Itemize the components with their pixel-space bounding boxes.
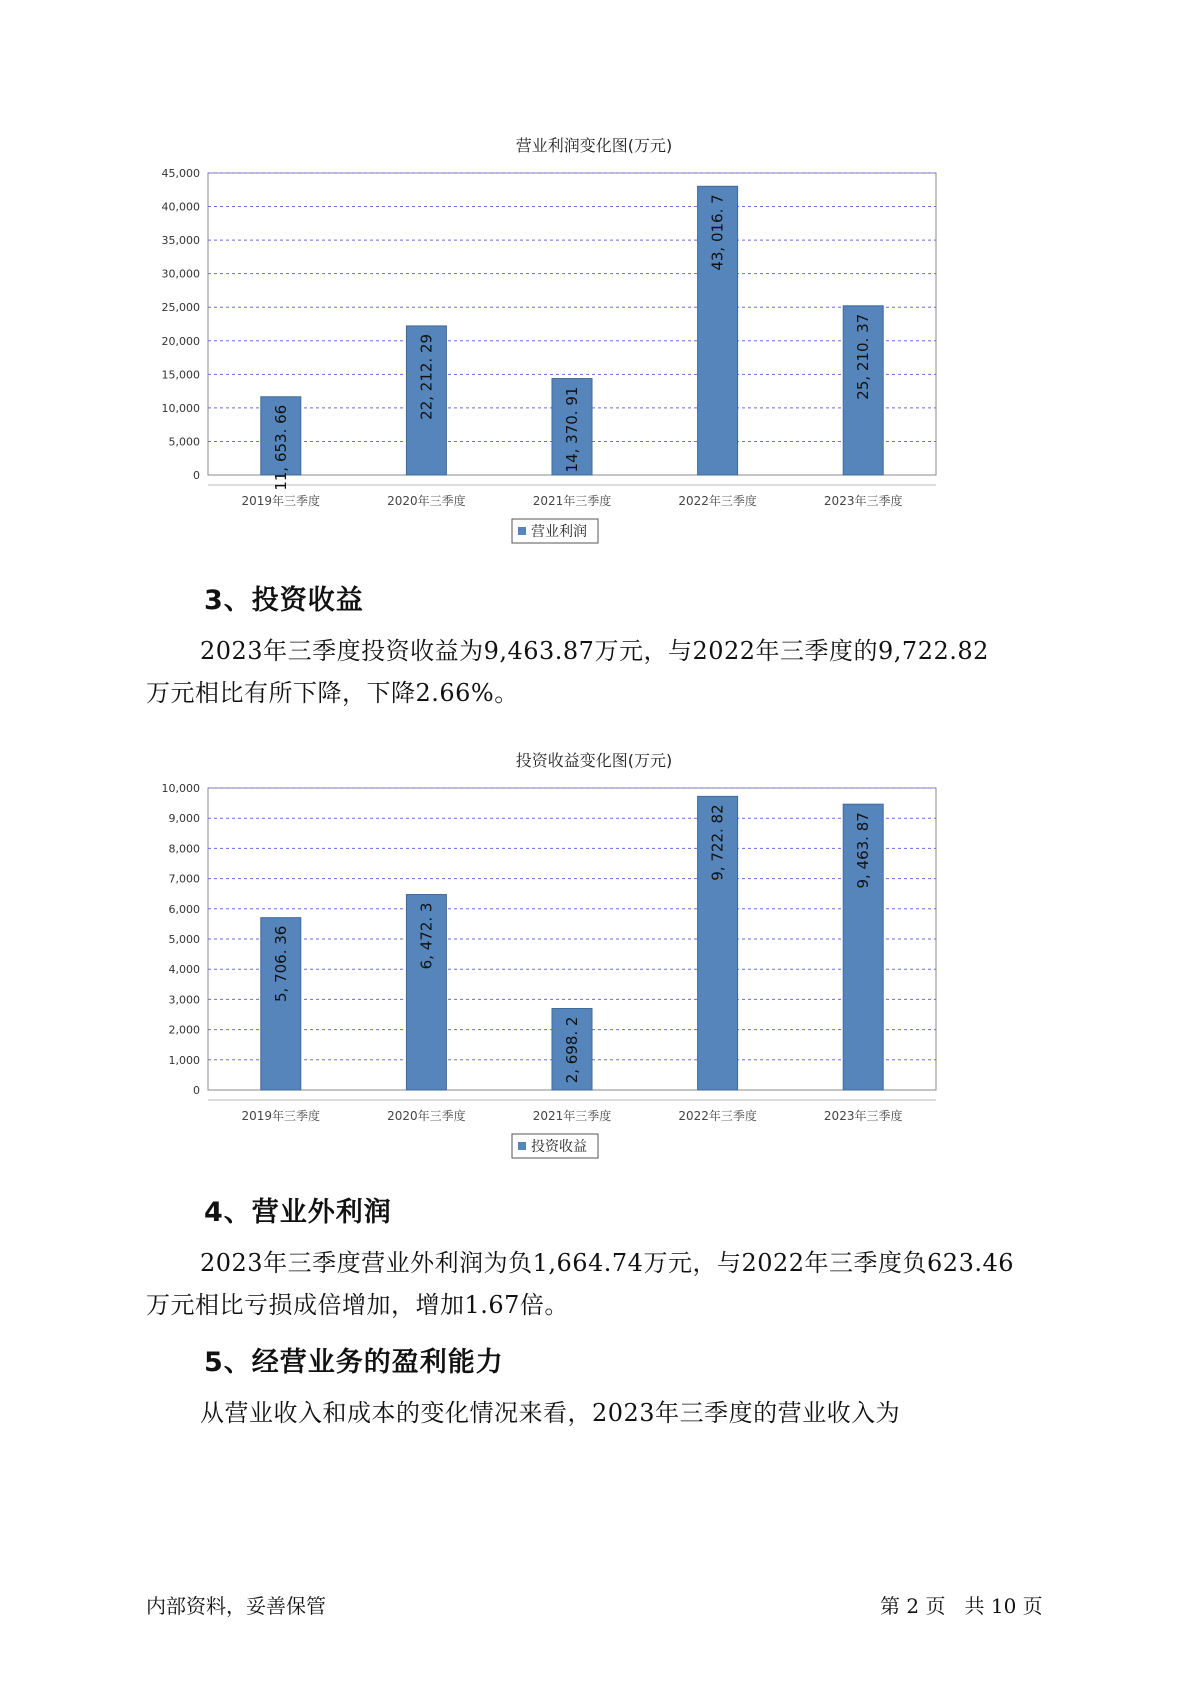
chart-title: 投资收益变化图(万元) [515, 751, 673, 770]
y-tick-label: 4,000 [168, 963, 200, 977]
section-5-heading: 5、经营业务的盈利能力 [204, 1347, 504, 1378]
x-tick-label: 2022年三季度 [678, 494, 757, 508]
x-tick-label: 2020年三季度 [387, 494, 466, 508]
x-tick-label: 2021年三季度 [532, 494, 612, 508]
y-tick-label: 25,000 [161, 301, 200, 315]
legend-label: 营业利润 [531, 524, 587, 540]
section-3-heading: 3、投资收益 [204, 585, 364, 616]
bar-value-label: 14, 370. 91 [563, 386, 581, 473]
y-tick-label: 10,000 [161, 401, 200, 415]
legend-swatch [518, 1142, 526, 1150]
footer-page-number: 第 2 页 共 10 页 [880, 1594, 1043, 1618]
y-tick-label: 0 [193, 469, 200, 482]
bar-value-label: 22, 212. 29 [417, 333, 436, 420]
bar-value-label: 6, 472. 3 [417, 902, 436, 970]
x-tick-label: 2021年三季度 [532, 1109, 612, 1123]
section-5-paragraph [146, 1392, 1086, 1434]
section-4-line-2: 万元相比亏损成倍增加，增加1.67倍。 [146, 1291, 569, 1319]
y-tick-label: 45,000 [161, 167, 200, 180]
x-tick-label: 2023年三季度 [823, 494, 903, 508]
footer-confidential-note: 内部资料，妥善保管 [146, 1594, 326, 1618]
y-tick-label: 40,000 [161, 200, 200, 214]
y-tick-label: 5,000 [168, 933, 200, 946]
y-tick-label: 2,000 [168, 1023, 200, 1037]
y-tick-label: 10,000 [161, 782, 200, 795]
section-4-line-1: 2023年三季度营业外利润为负1,664.74万元，与2022年三季度负623.46 [200, 1249, 1015, 1277]
legend-swatch [518, 527, 526, 535]
y-tick-label: 15,000 [161, 368, 200, 382]
section-3-line-2: 万元相比有所下降，下降2.66%。 [146, 679, 519, 707]
y-tick-label: 8,000 [168, 842, 200, 856]
bar-value-label: 11, 653. 66 [271, 404, 290, 491]
operating-profit-chart-svg [150, 125, 1030, 555]
y-tick-label: 9,000 [168, 812, 200, 826]
x-tick-label: 2019年三季度 [241, 494, 321, 508]
bar-value-label: 9, 722. 82 [708, 804, 727, 881]
y-tick-label: 35,000 [161, 234, 200, 248]
bar-value-label: 9, 463. 87 [854, 812, 873, 889]
bar-value-label: 43, 016. 7 [708, 194, 727, 271]
operating-profit-chart [150, 125, 1030, 555]
y-tick-label: 5,000 [168, 435, 200, 449]
section-4-heading: 4、营业外利润 [204, 1197, 392, 1228]
x-tick-label: 2019年三季度 [241, 1109, 321, 1123]
bar-value-label: 2, 698. 2 [563, 1016, 581, 1084]
y-tick-label: 20,000 [161, 334, 200, 348]
y-tick-label: 30,000 [161, 267, 200, 281]
x-tick-label: 2020年三季度 [387, 1109, 466, 1123]
investment-income-chart-svg [150, 740, 1030, 1170]
y-tick-label: 7,000 [168, 872, 200, 886]
y-tick-label: 3,000 [168, 993, 200, 1007]
x-tick-label: 2023年三季度 [823, 1109, 903, 1123]
x-tick-label: 2022年三季度 [678, 1109, 757, 1123]
section-4-paragraph [146, 1242, 1086, 1326]
chart-title: 营业利润变化图(万元) [515, 136, 673, 155]
y-tick-label: 6,000 [168, 902, 200, 916]
bar-value-label: 5, 706. 36 [271, 925, 290, 1003]
investment-income-chart [150, 740, 1030, 1170]
y-tick-label: 1,000 [168, 1053, 200, 1067]
section-3-line-1: 2023年三季度投资收益为9,463.87万元，与2022年三季度的9,722.82 [200, 637, 989, 665]
bar-value-label: 25, 210. 37 [854, 313, 873, 400]
legend-label: 投资收益 [531, 1139, 587, 1155]
y-tick-label: 0 [193, 1084, 200, 1097]
section-5-line-1: 从营业收入和成本的变化情况来看，2023年三季度的营业收入为 [200, 1399, 901, 1427]
section-3-paragraph [146, 630, 1086, 714]
